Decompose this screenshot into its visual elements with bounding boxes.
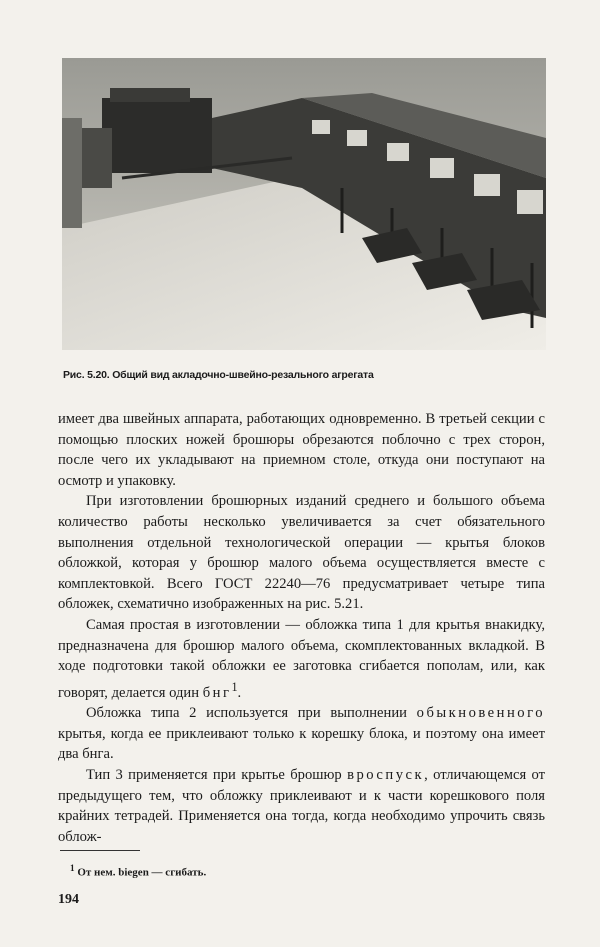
paragraph-4-text-a: Обложка типа 2 используется при выполнении: [86, 705, 417, 722]
paragraph-5: [58, 765, 545, 847]
paragraph-3: [58, 615, 545, 703]
paragraph-3-text: Самая простая в изготовлении — обложка типа 1 для крытья внакидку, предназначена для брошюр малого объема, скомплектованных вкладкой. В ходе подготовки такой обложки ее заготовка сгибается пополам, или, как говорят, делается один: [58, 616, 545, 701]
paragraph-1: имеет два швейных аппарата, работающих одновременно. В третьей секции с помощью плоских ножей брошюры обрезаются поблочно с трех сторон, после чего их укладывают на приемном столе, откуда они поступают на осмотр и упаковку.: [58, 411, 545, 489]
page-number: 194: [58, 892, 79, 907]
term-vrospusk: вроспуск: [347, 766, 425, 783]
term-bng: бнг: [202, 684, 232, 701]
footnote: [70, 863, 206, 879]
machine-photo-illustration: [62, 58, 546, 350]
footnote-ref: 1: [231, 679, 238, 694]
term-obyknovennoe: обыкновенного: [416, 705, 545, 722]
figure-caption: Рис. 5.20. Общий вид акладочно-швейно-резального агрегата: [63, 369, 374, 381]
paragraph-3-end: .: [237, 684, 242, 701]
body-text: [58, 409, 545, 847]
machine-photo: [62, 58, 546, 350]
footnote-text: От нем. biegen — сгибать.: [77, 866, 207, 879]
footnote-divider: [60, 850, 140, 851]
paragraph-5-text-b: , отличающемся от предыдущего тем, что обложку приклеивают и к части корешкового поля крайних тетрадей. Применяется она тогда, когда необходимо упрочить связь облож-: [58, 766, 545, 845]
paragraph-4: [58, 703, 545, 765]
paragraph-4-text-b: крытья, когда ее приклеивают только к корешку блока, и поэтому она имеет два бнга.: [58, 725, 545, 763]
footnote-mark: 1: [70, 863, 75, 873]
paragraph-2: При изготовлении брошюрных изданий среднего и большого объема количество работы несколько увеличивается за счет обязательного выполнения отдельной технологической операции — крытья блоков обложкой, которая у брошюр малого объема осуществляется вместе с комплектовкой. Всего ГОСТ 22240—76 предусматривает четыре типа обложек, схематично изображенных на рис. 5.21.: [58, 493, 545, 613]
paragraph-5-text-a: Тип 3 применяется при крытье брошюр: [86, 766, 348, 783]
